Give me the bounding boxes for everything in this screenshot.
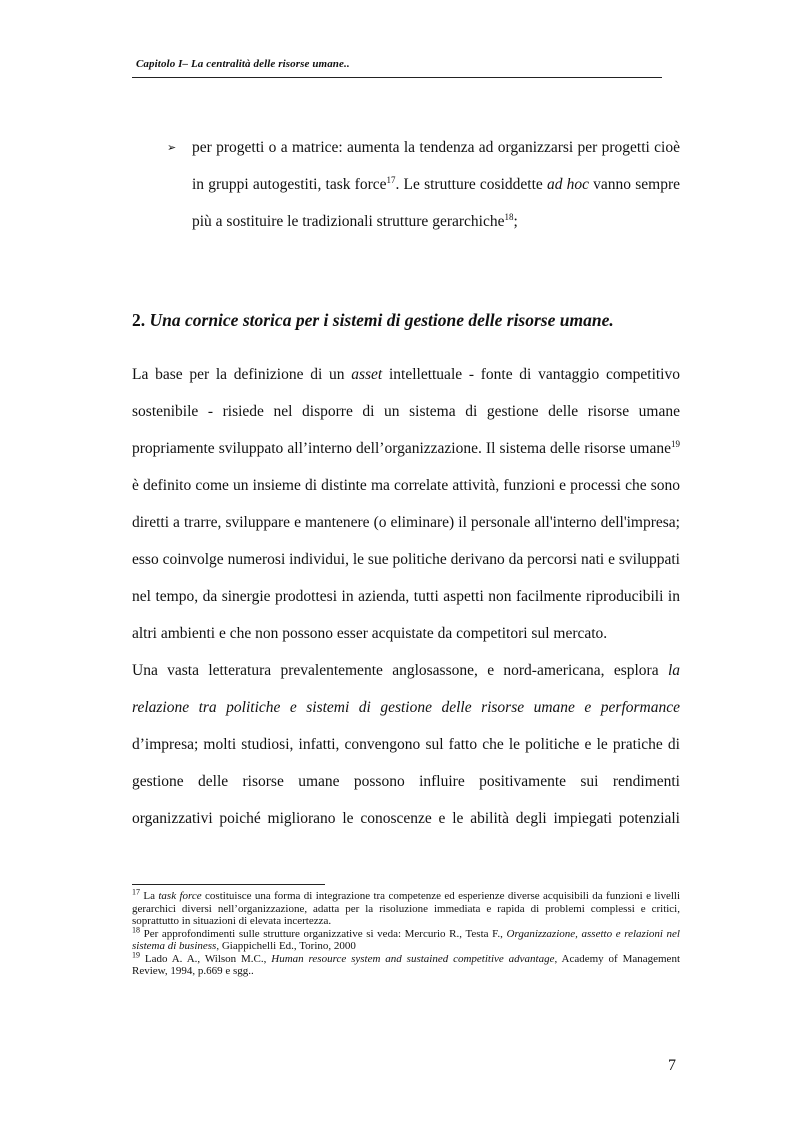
footnote-19-italic: Human resource system and sustained competitive advantage: [271, 952, 555, 965]
section-number: 2.: [132, 310, 146, 330]
footnotes: [132, 887, 680, 978]
footnote-ref-18[interactable]: 18: [504, 211, 514, 222]
paragraph-1-text-a: La base per la definizione di un: [132, 366, 352, 383]
footnote-ref-19[interactable]: 19: [671, 438, 680, 449]
paragraph-2-text-b: d’impresa; molti studiosi, infatti, convengono sul fatto che le politiche e le pratiche di gestione delle risorse umane possono influire positivamente sui rendimenti organizzativi poiché migliorano le conoscenze e le abilità degli impiegati potenziali: [132, 736, 680, 827]
footnote-17-number: 17: [132, 887, 140, 897]
footnote-19-text-a: Lado A. A., Wilson M.C.,: [140, 952, 272, 965]
footnote-19-number: 19: [132, 949, 140, 959]
main-body: [132, 356, 680, 837]
paragraph-1: [132, 356, 680, 652]
asset-italic: asset: [351, 366, 383, 383]
footnote-17: [132, 887, 680, 928]
page-number: 7: [668, 1057, 676, 1074]
footnote-17-italic: task force: [158, 890, 202, 902]
footnote-19-text-b: , Academy of Management Review, 1994, p.669 e sgg..: [132, 952, 680, 977]
footnote-ref-17[interactable]: 17: [386, 174, 396, 185]
ad-hoc-italic: ad hoc: [546, 176, 589, 193]
header-rule: [132, 77, 662, 78]
footnote-19: [132, 949, 680, 978]
section-heading: [132, 310, 692, 331]
paragraph-2: [132, 652, 680, 837]
bullet-text-1: per progetti o a matrice: aumenta la tendenza ad organizzarsi per progetti cioè in gruppi autogestiti, task force: [192, 139, 680, 193]
footnote-18-text-b: , Giappichelli Ed., Torino, 2000: [216, 940, 356, 952]
paragraph-1-text-b: intellettuale - fonte di vantaggio competitivo sostenibile - risiede nel disporre di un sistema di gestione delle risorse umane propriamente sviluppato all’interno dell’organizzazione. Il sistema delle risorse umane: [132, 366, 680, 457]
footnote-18-italic: Organizzazione, assetto e relazioni nel sistema di business: [132, 927, 680, 952]
footnote-17-text-a: La: [140, 890, 159, 902]
bullet-text-4: ;: [513, 213, 518, 230]
running-header: Capitolo I– La centralità delle risorse umane..: [136, 58, 350, 70]
footnote-separator: [132, 884, 325, 885]
footnote-18-number: 18: [132, 924, 140, 934]
bullet-item: [192, 129, 680, 240]
bullet-text-3: vanno sempre più a sostituire le tradizionali strutture gerarchiche: [192, 176, 680, 230]
footnote-18-text-a: Per approfondimenti sulle strutture organizzative si veda: Mercurio R., Testa F.,: [140, 927, 507, 940]
paragraph-2-text-a: Una vasta letteratura prevalentemente anglosassone, e nord-americana, esplora: [132, 662, 668, 679]
paragraph-1-text-c: è definito come un insieme di distinte ma correlate attività, funzioni e processi che sono diretti a trarre, sviluppare e mantenere (o eliminare) il personale all'interno dell'impresa; esso coinvolge numerosi individui, le sue politiche derivano da percorsi nati e sviluppati nel tempo, da sinergie prodottesi in azienda, tutti aspetti non facilmente riproducibili in altri ambienti e che non possono esser acquistate da competitori sul mercato.: [132, 477, 680, 642]
footnote-18: [132, 924, 680, 953]
paragraph-2-italic: la relazione tra politiche e sistemi di gestione delle risorse umane e performance: [132, 662, 680, 716]
bullet-text-2: . Le strutture cosiddette: [395, 176, 547, 193]
bullet-arrow-icon: ➢: [167, 142, 177, 154]
footnote-17-text-b: costituisce una forma di integrazione tra competenze ed esperienze diverse acquisibili da funzioni e livelli gerarchici diversi nell’organizzazione, adatta per la risoluzione immediata e rapida di problemi complessi e critici, soprattutto in situazioni di elevata incertezza.: [132, 890, 680, 927]
section-title-text: Una cornice storica per i sistemi di gestione delle risorse umane.: [145, 310, 614, 330]
